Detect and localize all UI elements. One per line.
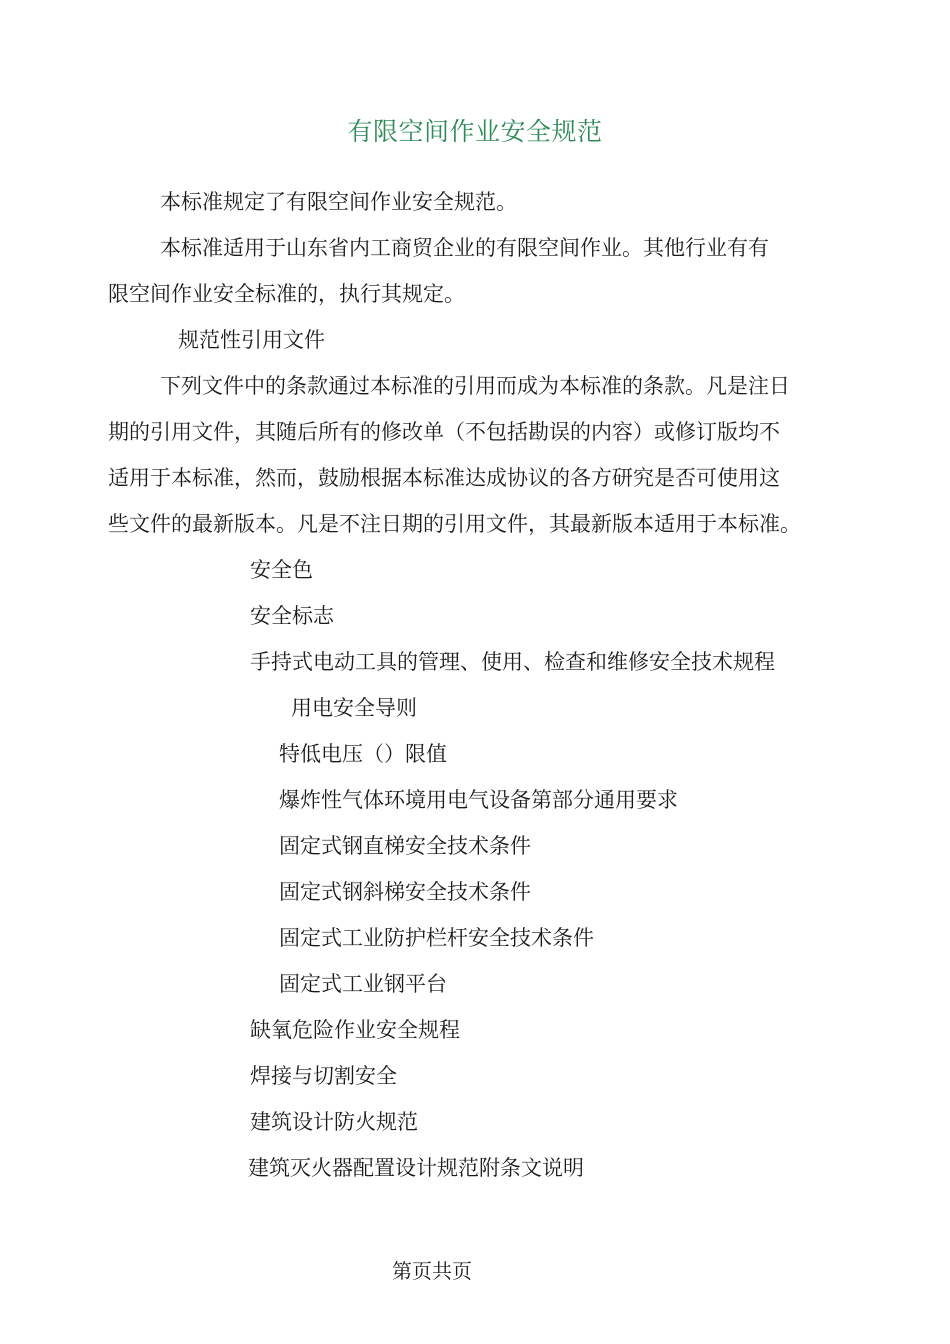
reference-item: 固定式工业防护栏杆安全技术条件 [279,926,594,950]
reference-item: 缺氧危险作业安全规程 [250,1018,460,1042]
reference-item: 手持式电动工具的管理、使用、检查和维修安全技术规程 [250,650,775,674]
page-footer: 第页共页 [392,1259,472,1283]
reference-item: 安全色 [250,558,313,582]
paragraph-references-line1: 下列文件中的条款通过本标准的引用而成为本标准的条款。凡是注日 [160,374,790,398]
reference-item: 固定式钢直梯安全技术条件 [279,834,531,858]
reference-item: 固定式工业钢平台 [279,972,447,996]
paragraph-applicability-line2: 限空间作业安全标准的，执行其规定。 [108,282,465,306]
paragraph-references-line4: 些文件的最新版本。凡是不注日期的引用文件，其最新版本适用于本标准。 [108,512,801,536]
reference-item: 用电安全导则 [291,696,417,720]
reference-item: 建筑灭火器配置设计规范附条文说明 [248,1156,584,1180]
paragraph-references-line3: 适用于本标准，然而，鼓励根据本标准达成协议的各方研究是否可使用这 [108,466,780,490]
reference-item: 焊接与切割安全 [250,1064,397,1088]
reference-item: 固定式钢斜梯安全技术条件 [279,880,531,904]
reference-item: 爆炸性气体环境用电气设备第部分通用要求 [279,788,678,812]
reference-item: 特低电压（）限值 [279,742,447,766]
section-heading-normative-references: 规范性引用文件 [178,328,325,352]
paragraph-applicability-line1: 本标准适用于山东省内工商贸企业的有限空间作业。其他行业有有 [160,236,769,260]
paragraph-scope-intro: 本标准规定了有限空间作业安全规范。 [160,190,517,214]
reference-item: 安全标志 [250,604,334,628]
document-title: 有限空间作业安全规范 [347,117,603,146]
reference-item: 建筑设计防火规范 [250,1110,418,1134]
paragraph-references-line2: 期的引用文件，其随后所有的修改单（不包括勘误的内容）或修订版均不 [108,420,780,444]
